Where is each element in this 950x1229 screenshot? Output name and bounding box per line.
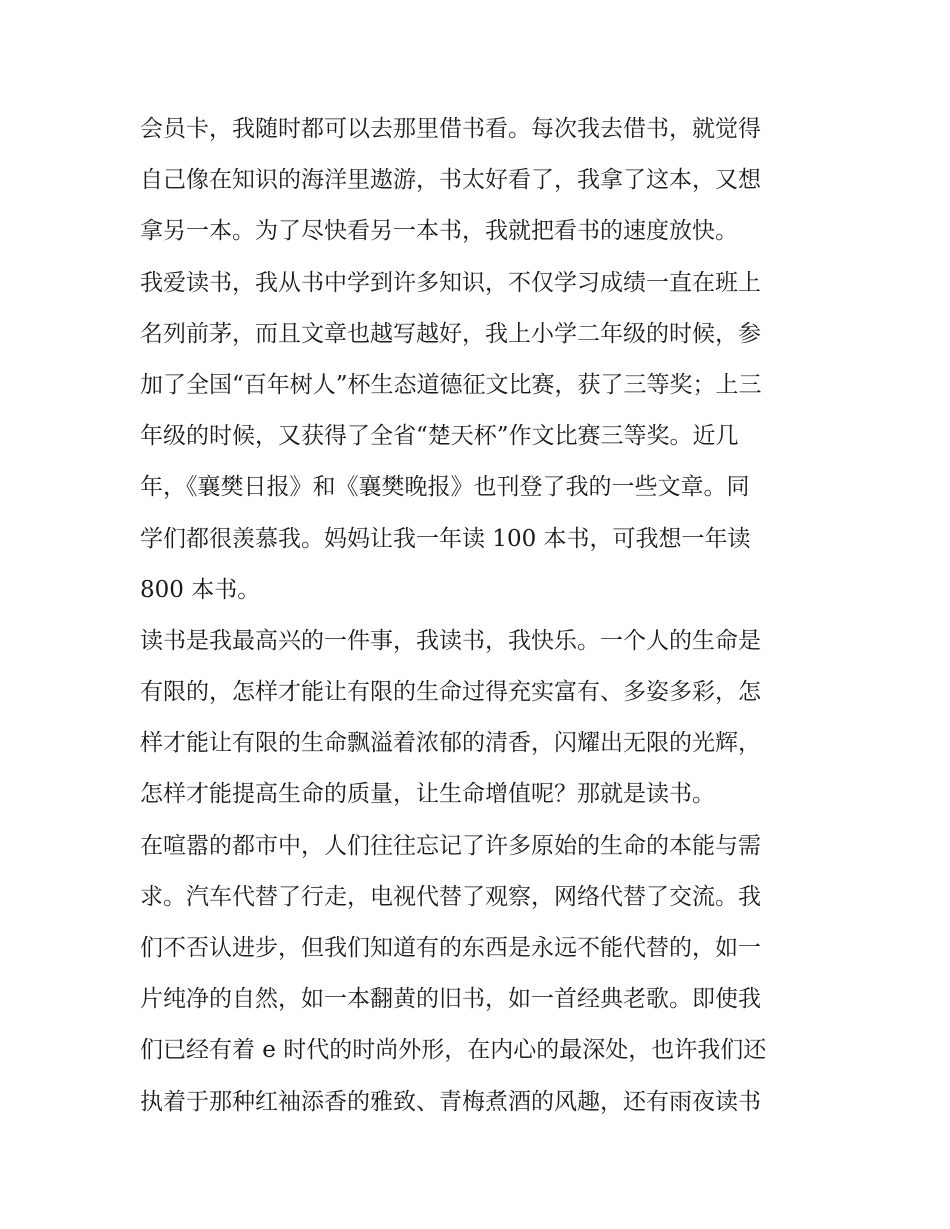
text-line: 片纯净的自然，如一本翻黄的旧书，如一首经典老歌。即使我 <box>140 986 761 1013</box>
text-line: 怎样才能提高生命的质量，让生命增值呢？那就是读书。 <box>140 781 715 808</box>
text-line: 执着于那种红袖添香的雅致、青梅煮酒的风趣，还有雨夜读书 <box>140 1088 761 1115</box>
text-line: 样才能让有限的生命飘溢着浓郁的清香，闪耀出无限的光辉， <box>140 730 761 757</box>
paragraph-reading-happiness <box>140 616 820 821</box>
text-line: 我爱读书，我从书中学到许多知识，不仅学习成绩一直在班上 <box>140 269 761 296</box>
text-line: 求。汽车代替了行走，电视代替了观察，网络代替了交流。我 <box>140 883 761 910</box>
text-line: 学们都很羡慕我。妈妈让我一年读 100 本书，可我想一年读 <box>140 525 751 552</box>
paragraph-busy-city <box>140 821 820 1128</box>
text-line: 会员卡，我随时都可以去那里借书看。每次我去借书，就觉得 <box>140 116 761 142</box>
paragraph-library-card <box>140 104 820 258</box>
text-line: 们已经有着 e 时代的时尚外形，在内心的最深处，也许我们还 <box>140 1037 767 1064</box>
text-line: 年，《襄樊日报》和《襄樊晚报》也刊登了我的一些文章。同 <box>140 474 750 501</box>
document-body <box>140 104 820 1128</box>
text-line: 800 本书。 <box>140 576 261 603</box>
text-line: 们不否认进步，但我们知道有的东西是永远不能代替的，如一 <box>140 935 761 961</box>
text-line: 读书是我最高兴的一件事，我读书，我快乐。一个人的生命是 <box>140 627 761 654</box>
text-line: 自己像在知识的海洋里遨游，书太好看了，我拿了这本，又想 <box>140 167 761 194</box>
text-line: 年级的时候，又获得了全省“楚天杯”作文比赛三等奖。近几 <box>140 423 739 450</box>
text-line: 有限的，怎样才能让有限的生命过得充实富有、多姿多彩，怎 <box>140 679 761 706</box>
text-line: 在喧嚣的都市中，人们往往忘记了许多原始的生命的本能与需 <box>140 832 761 859</box>
text-line: 加了全国“百年树人”杯生态道德征文比赛，获了三等奖；上三 <box>140 371 762 398</box>
paragraph-love-reading <box>140 258 820 616</box>
text-line: 名列前茅，而且文章也越写越好，我上小学二年级的时候，参 <box>140 320 761 347</box>
text-line: 拿另一本。为了尽快看另一本书，我就把看书的速度放快。 <box>140 218 738 245</box>
